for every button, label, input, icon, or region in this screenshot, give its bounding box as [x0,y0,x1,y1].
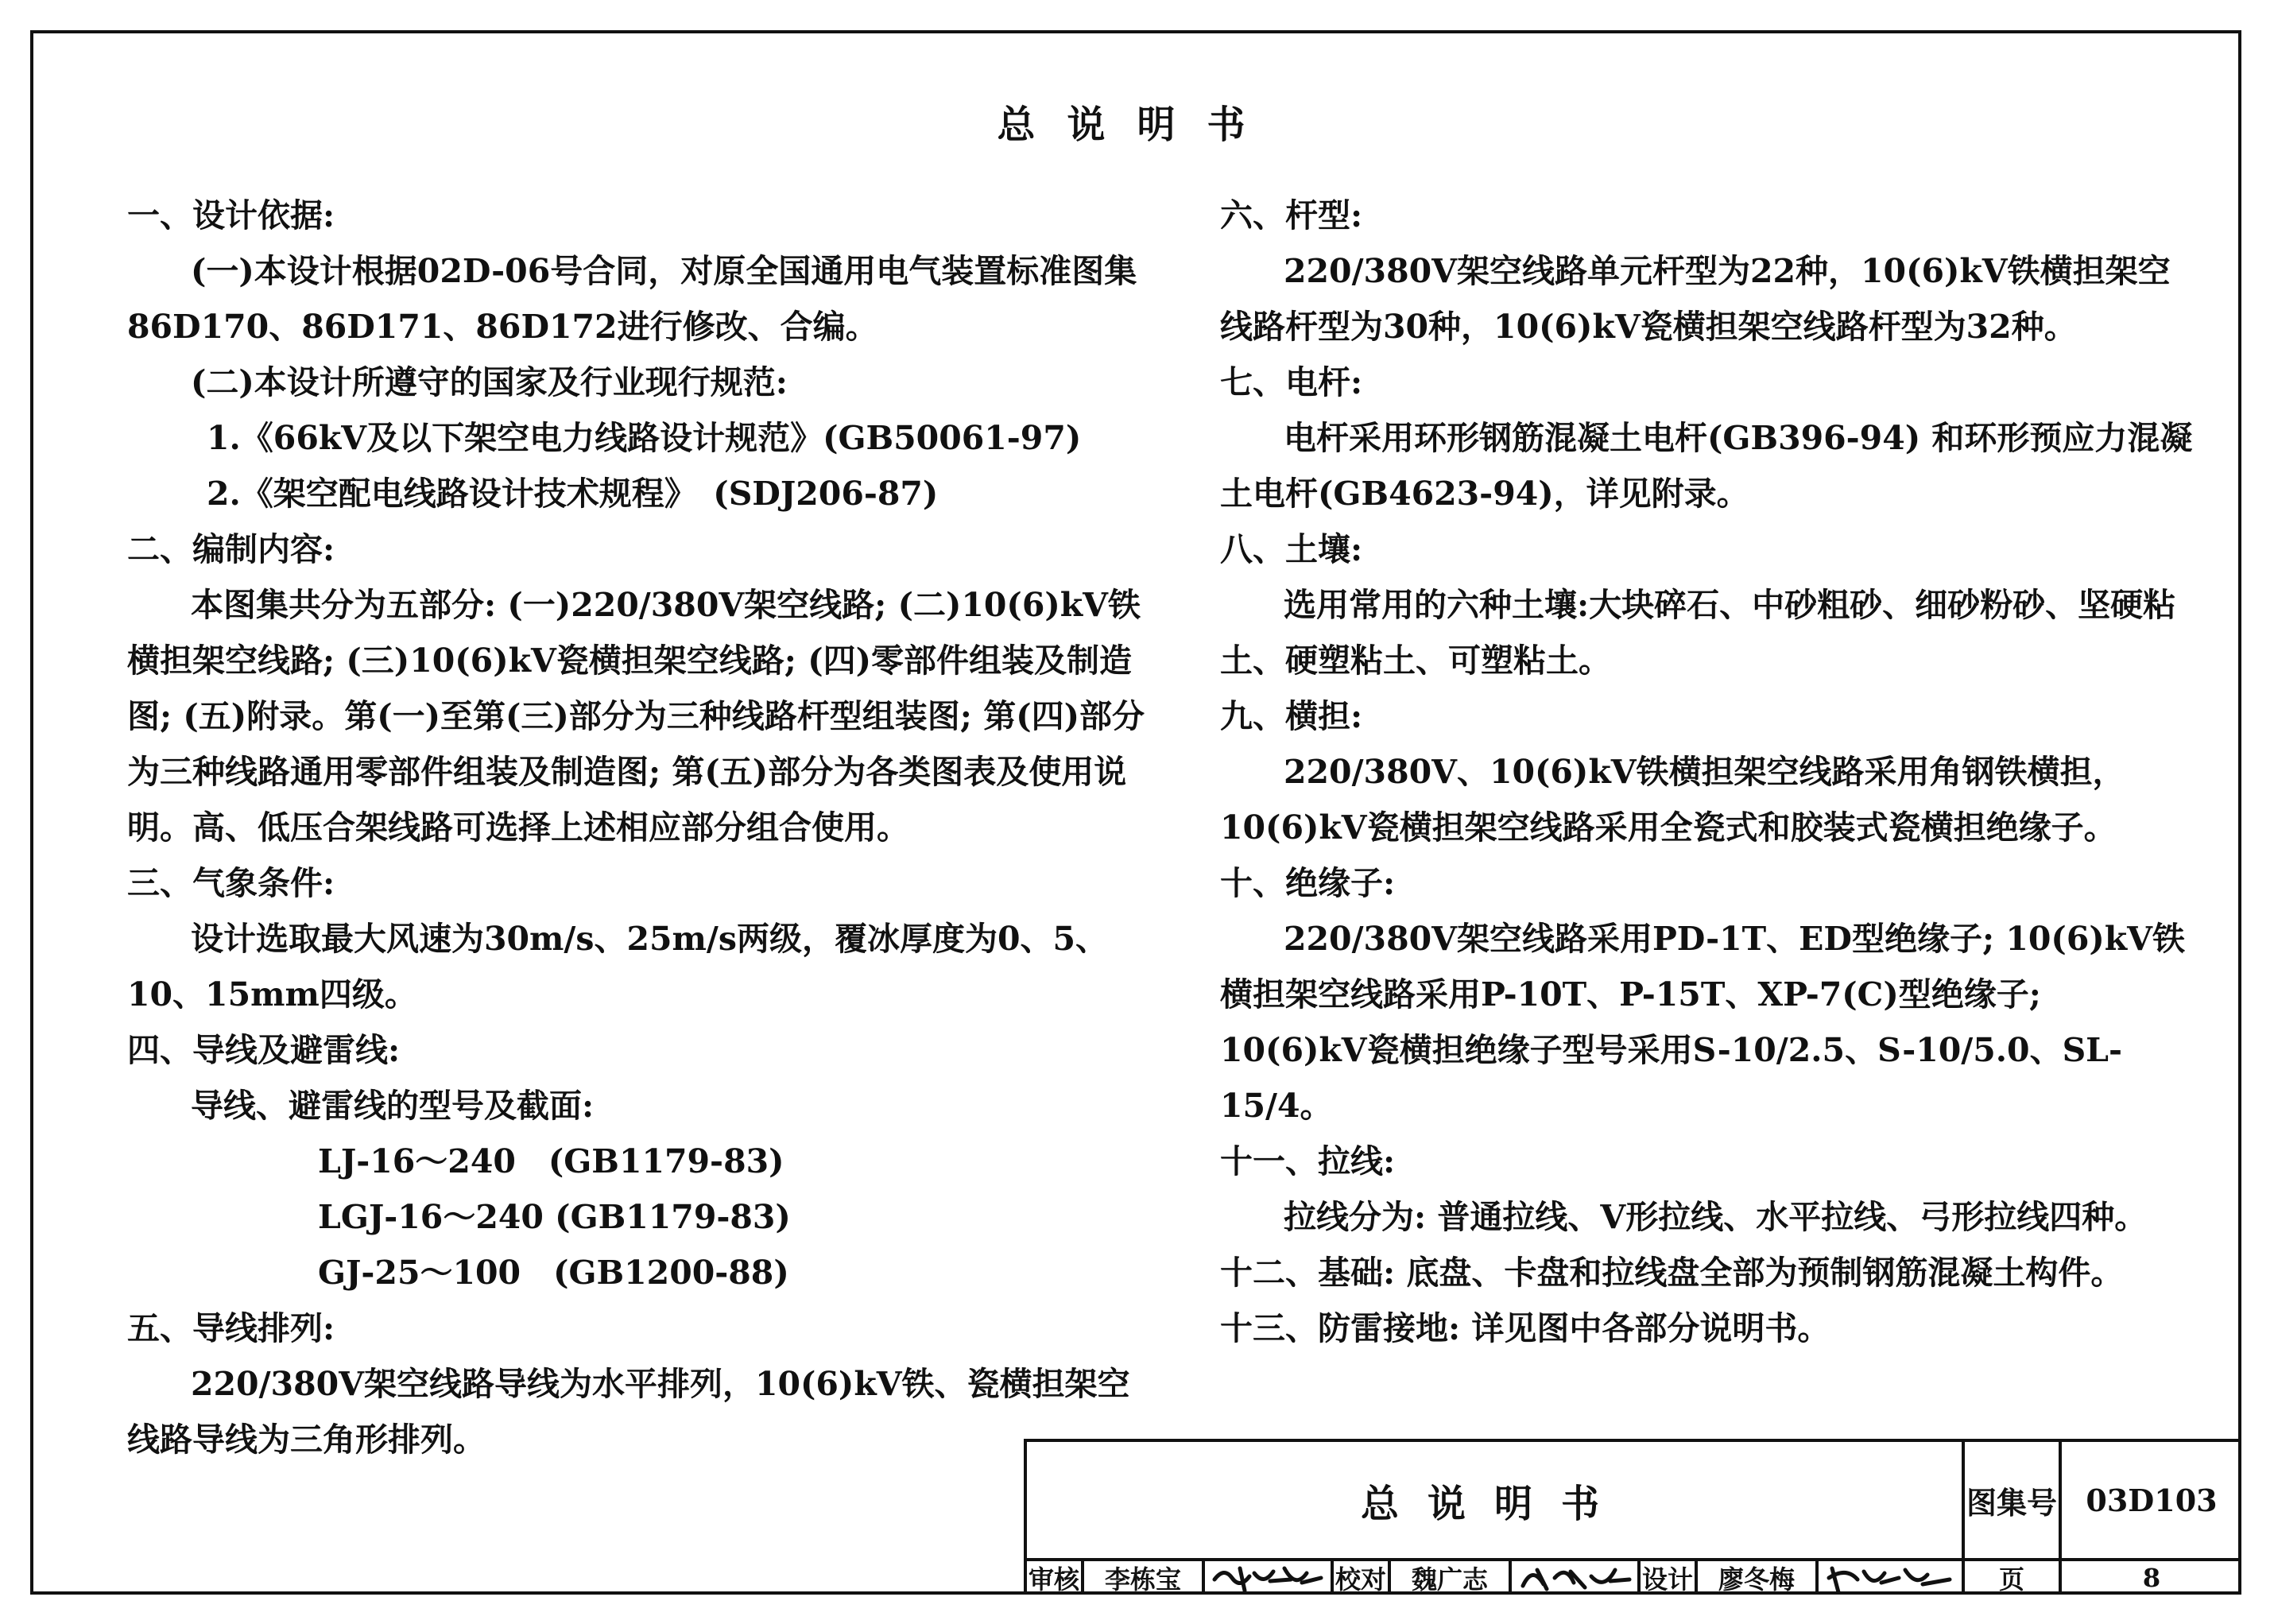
conductor-spec-2: LGJ-16～240 (GB1179-83) [318,1198,791,1236]
section-1-para-2: (二)本设计所遵守的国家及行业现行规范: [191,363,788,401]
left-column [127,188,1160,1467]
section-5-para-1: 220/380V架空线路导线为水平排列，10(6)kV铁、瓷横担架空线路导线为三角形排列。 [127,1365,1130,1459]
atlas-number-label: 图集号 [1965,1442,2062,1561]
section-1-para-1: (一)本设计根据02D-06号合同，对原全国通用电气装置标准图集86D170、86D171、86D172进行修改、合编。 [127,252,1137,346]
section-6-heading: 六、杆型: [1220,196,1363,234]
right-column [1220,188,2198,1356]
check-signature [1512,1561,1641,1595]
section-10-heading: 十、绝缘子: [1220,864,1396,902]
section-3-heading: 三、气象条件: [127,864,335,902]
section-6-para-1: 220/380V架空线路单元杆型为22种，10(6)kV铁横担架空线路杆型为30种，10(6)kV瓷横担架空线路杆型为32种。 [1220,252,2171,346]
review-name: 李栋宝 [1084,1561,1205,1595]
section-1-item-2: 2.《架空配电线路设计技术规程》 (SDJ206-87) [207,475,939,513]
design-signature-scrawl [1823,1562,1958,1594]
signature-row [1027,1561,2241,1595]
section-5-heading: 五、导线排列: [127,1309,335,1347]
section-7-para-1: 电杆采用环形钢筋混凝土电杆(GB396-94) 和环形预应力混凝土电杆(GB4623-94)，详见附录。 [1220,419,2193,513]
section-4-heading: 四、导线及避雷线: [127,1031,401,1069]
check-name: 魏广志 [1391,1561,1512,1595]
section-8-heading: 八、土壤: [1220,530,1363,568]
review-signature [1205,1561,1334,1595]
section-2-para-1: 本图集共分为五部分: (一)220/380V架空线路; (二)10(6)kV铁横担架空线路; (三)10(6)kV瓷横担架空线路; (四)零部件组装及制造图; (五)附录。第(一)至第(三)部分为三种线路杆型组装图; 第(四)部分为三种线路通用零部件组装及制造图; 第(五)部分为各类图表及使用说明。高、低压合架线路可选择上述相应部分组合使用。 [127,586,1145,847]
check-signature-scrawl [1515,1562,1634,1594]
section-11-heading: 十一、拉线: [1220,1142,1396,1180]
section-4-para-1: 导线、避雷线的型号及截面: [191,1087,595,1125]
title-block-name: 总说明书 [1027,1442,1965,1561]
page-label: 页 [1965,1561,2062,1595]
section-9-para-1: 220/380V、10(6)kV铁横担架空线路采用角钢铁横担，10(6)kV瓷横担架空线路采用全瓷式和胶装式瓷横担绝缘子。 [1220,753,2125,847]
section-13: 十三、防雷接地: 详见图中各部分说明书。 [1220,1309,1830,1347]
section-10-para-1: 220/380V架空线路采用PD-1T、ED型绝缘子; 10(6)kV铁横担架空线路采用P-10T、P-15T、XP-7(C)型绝缘子; 10(6)kV瓷横担绝缘子型号采用S-10/2.5、S-10/5.0、SL-15/4。 [1220,920,2185,1125]
page-value: 8 [2142,1563,2161,1593]
conductor-spec-3: GJ-25～100 (GB1200-88) [318,1254,789,1292]
design-label: 设计 [1641,1561,1698,1595]
design-signature [1819,1561,1965,1595]
title-block [1024,1439,2241,1595]
page-title: 总说明书 [997,103,1277,147]
section-1-item-1: 1.《66kV及以下架空电力线路设计规范》(GB50061-97) [207,419,1082,457]
section-1-heading: 一、设计依据: [127,196,335,234]
check-label: 校对 [1334,1561,1391,1595]
review-signature-scrawl [1208,1562,1327,1594]
review-label: 审核 [1027,1561,1084,1595]
section-2-heading: 二、编制内容: [127,530,335,568]
section-12: 十二、基础: 底盘、卡盘和拉线盘全部为预制钢筋混凝土构件。 [1220,1254,2124,1292]
section-11-para-1: 拉线分为: 普通拉线、V形拉线、水平拉线、弓形拉线四种。 [1284,1198,2148,1236]
atlas-number-value: 03D103 [2062,1442,2241,1561]
section-9-heading: 九、横担: [1220,697,1363,735]
design-name: 廖冬梅 [1698,1561,1819,1595]
section-7-heading: 七、电杆: [1220,363,1363,401]
section-8-para-1: 选用常用的六种土壤:大块碎石、中砂粗砂、细砂粉砂、坚硬粘土、硬塑粘土、可塑粘土。 [1220,586,2176,680]
conductor-spec-1: LJ-16～240 (GB1179-83) [318,1142,784,1180]
section-3-para-1: 设计选取最大风速为30m/s、25m/s两级，覆冰厚度为0、5、10、15mm四级。 [127,920,1109,1014]
